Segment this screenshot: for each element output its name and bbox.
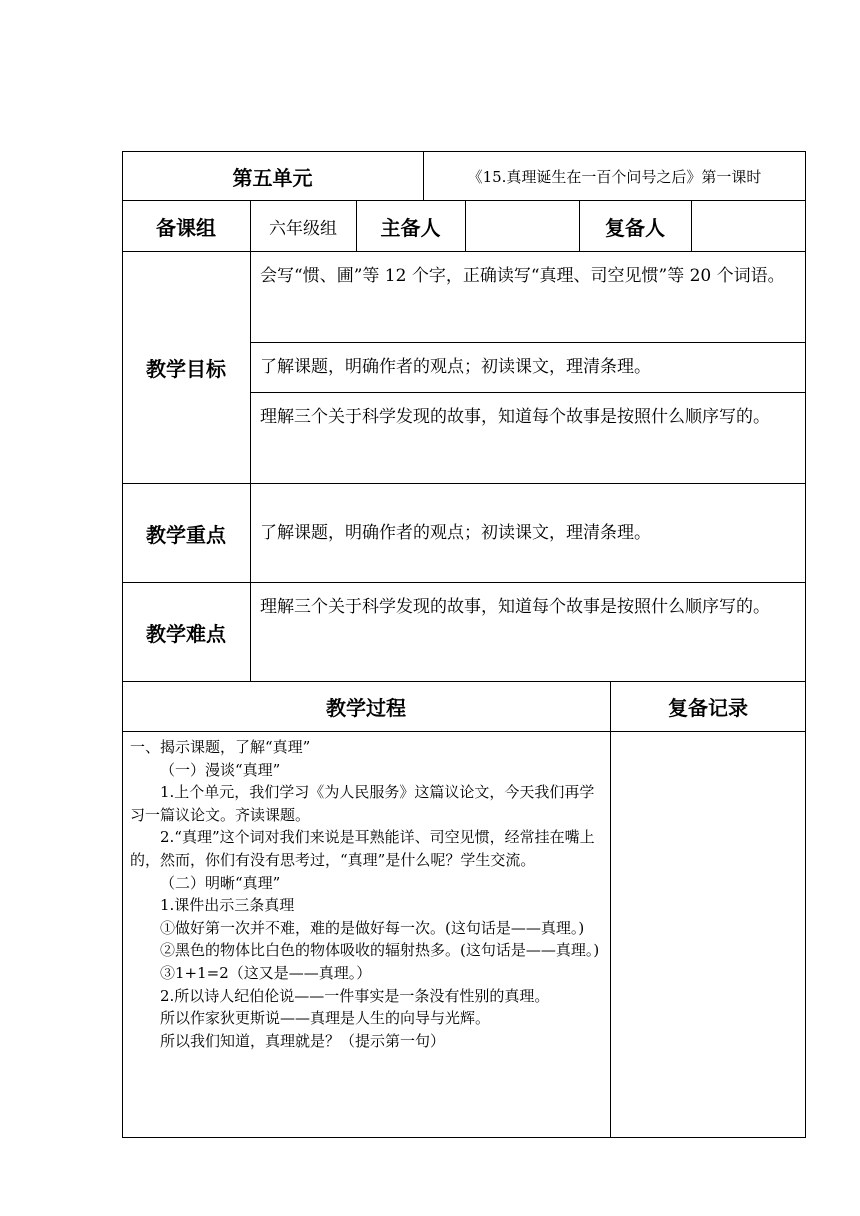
reviewer-label: 复备人	[605, 215, 665, 240]
unit-title: 第五单元	[232, 165, 313, 190]
process-line: 1.上个单元，我们学习《为人民服务》这篇议论文，今天我们再学习一篇议论文。齐读课题。	[130, 783, 595, 824]
process-line: ②黑色的物体比白色的物体吸收的辐射热多。(这句话是——真理。)	[160, 941, 600, 960]
process-line: ①做好第一次并不难，难的是做好每一次。(这句话是——真理。)	[160, 918, 585, 937]
process-line: 一、揭示课题，了解“真理”	[130, 738, 311, 756]
key-points-text: 了解课题，明确作者的观点；初读课文，理清条理。	[260, 523, 651, 543]
review-record-header: 复备记录	[668, 696, 748, 720]
goal-item: 会写“惯、圃”等 12 个字，正确读写“真理、司空见惯”等 20 个词语。	[260, 266, 785, 286]
process-line: 1.课件出示三条真理	[160, 896, 295, 915]
process-line: （一）漫谈“真理”	[160, 760, 281, 779]
goal-item: 了解课题，明确作者的观点；初读课文，理清条理。	[260, 357, 651, 377]
group-value: 六年级组	[269, 218, 337, 239]
goal-item: 理解三个关于科学发现的故事，知道每个故事是按照什么顺序写的。	[260, 407, 770, 427]
process-line: （二）明晰“真理”	[160, 873, 281, 892]
goals-label: 教学目标	[146, 357, 226, 381]
group-label: 备课组	[156, 215, 216, 240]
table-border-bottom	[122, 1137, 806, 1138]
key-points-label: 教学重点	[146, 522, 226, 547]
lesson-title: 《15.真理诞生在一百个问号之后》第一课时	[467, 167, 762, 186]
process-line: 所以我们知道，真理就是？（提示第一句）	[160, 1031, 446, 1050]
review-record-area[interactable]	[611, 732, 805, 1137]
lead-preparer-value[interactable]	[465, 201, 579, 251]
difficulties-label: 教学难点	[146, 621, 226, 646]
process-content	[122, 732, 610, 1137]
difficulties-text: 理解三个关于科学发现的故事，知道每个故事是按照什么顺序写的。	[260, 597, 770, 617]
process-header: 教学过程	[326, 696, 406, 720]
process-line: 2.“真理”这个词对我们来说是耳熟能详、司空见惯，经常挂在嘴上的，然而，你们有没有思考过，“真理”是什么呢？学生交流。	[130, 828, 595, 869]
lead-preparer-label: 主备人	[380, 215, 441, 240]
process-line: 所以作家狄更斯说——真理是人生的向导与光辉。	[160, 1009, 491, 1028]
reviewer-value[interactable]	[691, 201, 806, 251]
process-line: 2.所以诗人纪伯伦说——一件事实是一条没有性别的真理。	[160, 986, 550, 1005]
process-line: ③1+1=2（这又是——真理。）	[160, 963, 372, 982]
lesson-plan-table	[122, 151, 806, 1138]
